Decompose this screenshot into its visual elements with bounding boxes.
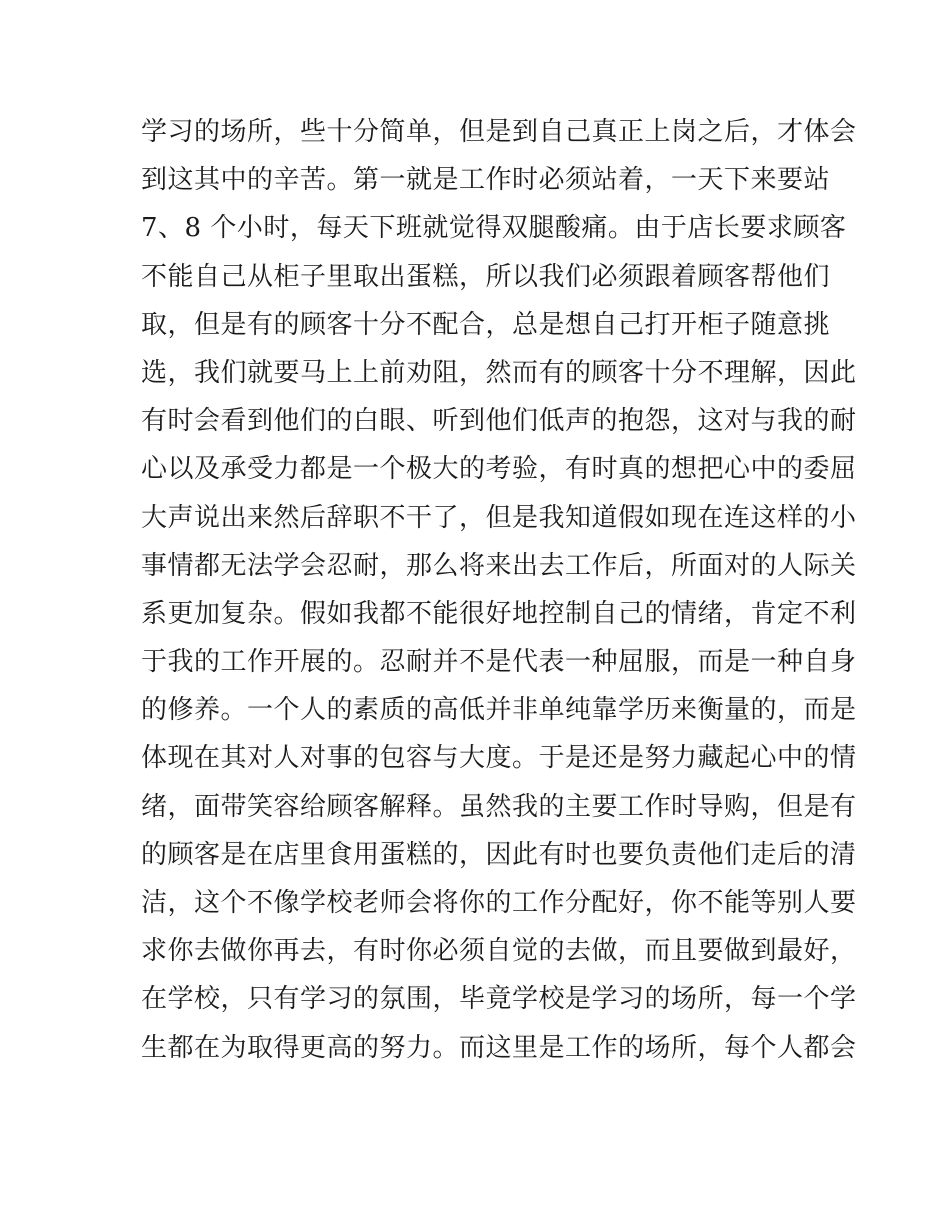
text-line-16: 的顾客是在店里食用蛋糕的，因此有时也要负责他们走后的清 [141,839,857,870]
text-line-3: 7、8 个小时，每天下班就觉得双腿酸痛。由于店长要求顾客 [141,213,847,244]
text-line-6: 选，我们就要马上上前劝阻，然而有的顾客十分不理解，因此 [141,357,857,388]
text-line-17: 洁，这个不像学校老师会将你的工作分配好，你不能等别人要 [141,888,857,918]
text-line-20: 生都在为取得更高的努力。而这里是工作的场所，每个人都会 [141,1032,857,1063]
text-line-1: 学习的场所，些十分简单，但是到自己真正上岗之后，才体会 [141,117,857,147]
text-line-4: 不能自己从柜子里取出蛋糕，所以我们必须跟着顾客帮他们 [141,261,831,292]
text-line-13: 的修养。一个人的素质的高低并非单纯靠学历来衡量的，而是 [141,695,857,726]
text-line-14: 体现在其对人对事的包容与大度。于是还是努力藏起心中的情 [141,743,857,774]
text-line-19: 在学校，只有学习的氛围，毕竟学校是学习的场所，每一个学 [141,984,857,1015]
text-line-9: 大声说出来然后辞职不干了，但是我知道假如现在连这样的小 [141,502,857,533]
text-line-11: 系更加复杂。假如我都不能很好地控制自己的情绪，肯定不利 [141,598,857,629]
text-line-12: 于我的工作开展的。忍耐并不是代表一种屈服，而是一种自身 [141,647,857,678]
text-line-7: 有时会看到他们的白眼、听到他们低声的抱怨，这对与我的耐 [141,406,857,437]
text-line-10: 事情都无法学会忍耐，那么将来出去工作后，所面对的人际关 [141,550,857,581]
text-line-8: 心以及承受力都是一个极大的考验，有时真的想把心中的委屈 [141,454,857,485]
text-line-15: 绪，面带笑容给顾客解释。虽然我的主要工作时导购，但是有 [141,791,857,822]
text-line-5: 取，但是有的顾客十分不配合，总是想自己打开柜子随意挑 [141,309,831,340]
text-line-18: 求你去做你再去，有时你必须自觉的去做，而且要做到最好， [141,936,857,967]
body-text [141,108,857,1072]
text-line-2: 到这其中的辛苦。第一就是工作时必须站着，一天下来要站 [141,165,831,196]
